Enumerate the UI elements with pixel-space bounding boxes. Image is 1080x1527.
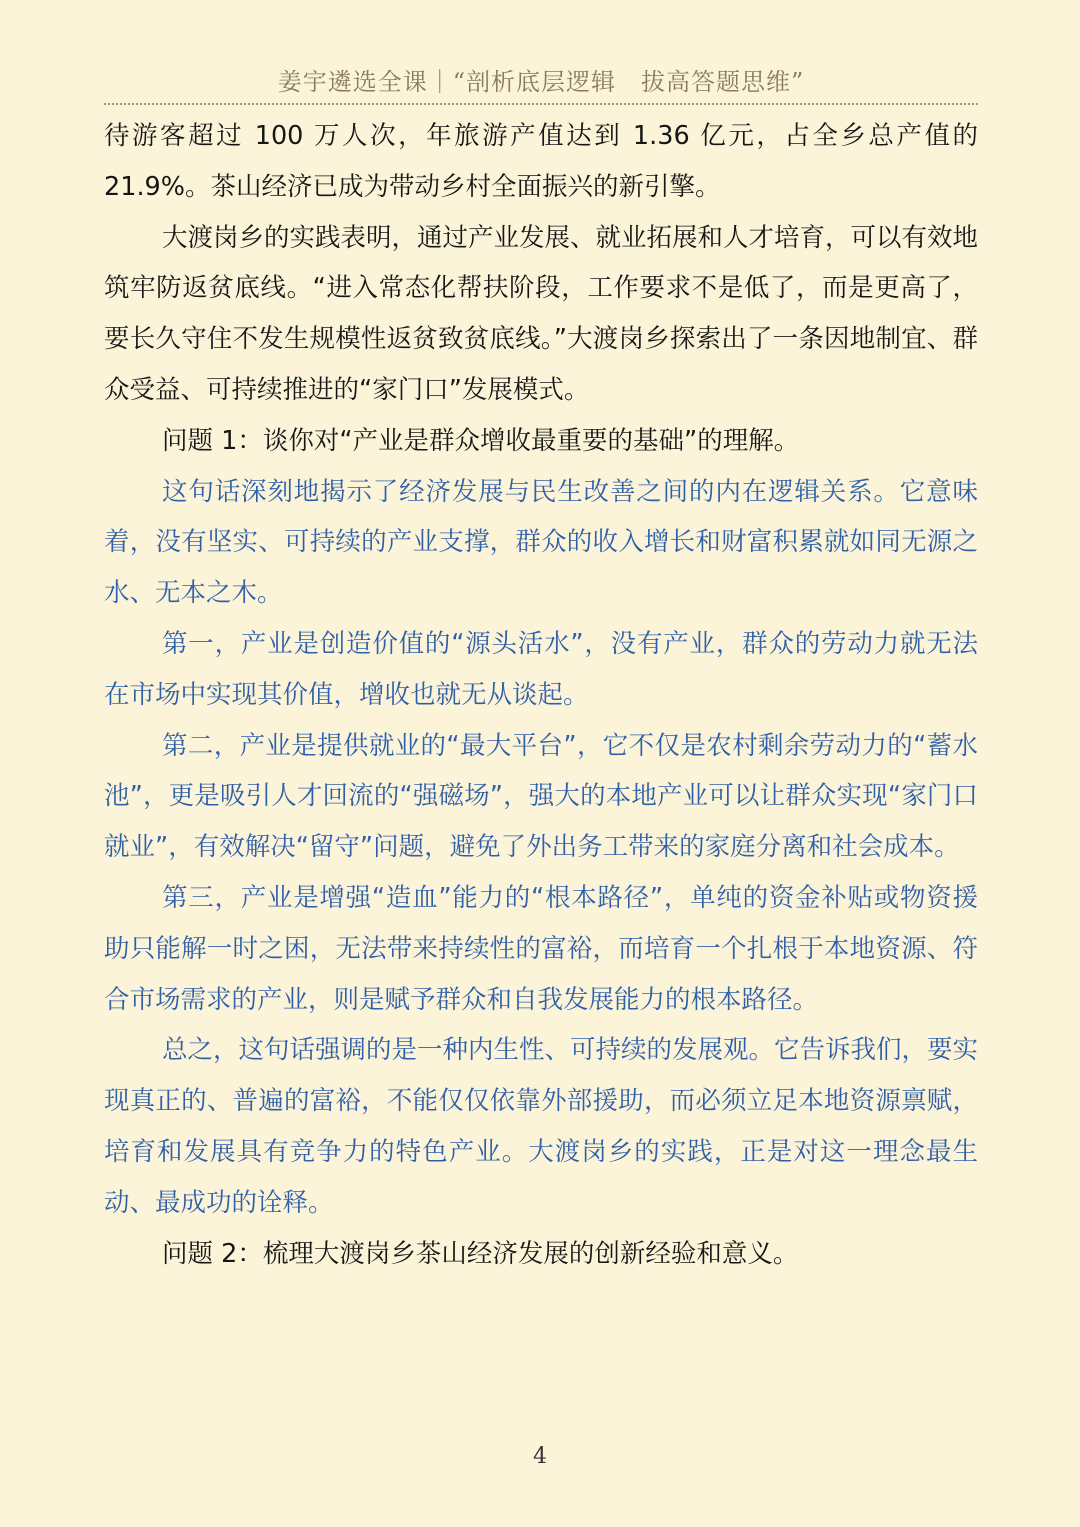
page-number: 4 xyxy=(533,1444,547,1469)
answer-conclusion: 总之，这句话强调的是一种内生性、可持续的发展观。它告诉我们，要实现真正的、普遍的富裕，不能仅仅依靠外部援助，而必须立足本地资源禀赋，培育和发展具有竞争力的特色产业。大渡岗乡的实践，正是对这一理念最生动、最成功的诠释。 xyxy=(104,1035,979,1218)
answer-point-1: 第一，产业是创造价值的“源头活水”，没有产业，群众的劳动力就无法在市场中实现其价值，增收也就无从谈起。 xyxy=(104,628,978,710)
paragraph-tourism-stats: 待游客超过 100 万人次，年旅游产值达到 1.36 亿元，占全乡总产值的 21.9%。茶山经济已成为带动乡村全面振兴的新引擎。 xyxy=(104,121,978,202)
question-1: 问题 1：谈你对“产业是群众增收最重要的基础”的理解。 xyxy=(162,425,800,456)
paragraph-practice-summary: 大渡岗乡的实践表明，通过产业发展、就业拓展和人才培育，可以有效地筑牢防返贫底线。“进入常态化帮扶阶段，工作要求不是低了，而是更高了，要长久守住不发生规模性返贫致贫底线。”大渡岗乡探索出了一条因地制宜、群众受益、可持续推进的“家门口”发展模式。 xyxy=(104,222,979,405)
question-2: 问题 2：梳理大渡岗乡茶山经济发展的创新经验和意义。 xyxy=(162,1238,799,1269)
answer-intro: 这句话深刻地揭示了经济发展与民生改善之间的内在逻辑关系。它意味着，没有坚实、可持续的产业支撑，群众的收入增长和财富积累就如同无源之水、无本之木。 xyxy=(104,476,978,609)
page-header: 姜宇遴选全课｜“剖析底层逻辑 拔高答题思维” xyxy=(277,68,805,96)
header-divider xyxy=(104,103,978,105)
document-body xyxy=(104,111,978,1279)
answer-point-3: 第三，产业是增强“造血”能力的“根本路径”，单纯的资金补贴或物资援助只能解一时之困，无法带来持续性的富裕，而培育一个扎根于本地资源、符合市场需求的产业，则是赋予群众和自我发展能力的根本路径。 xyxy=(104,882,978,1015)
answer-point-2: 第二，产业是提供就业的“最大平台”，它不仅是农村剩余劳动力的“蓄水池”，更是吸引人才回流的“强磁场”，强大的本地产业可以让群众实现“家门口就业”，有效解决“留守”问题，避免了外出务工带来的家庭分离和社会成本。 xyxy=(104,730,978,863)
